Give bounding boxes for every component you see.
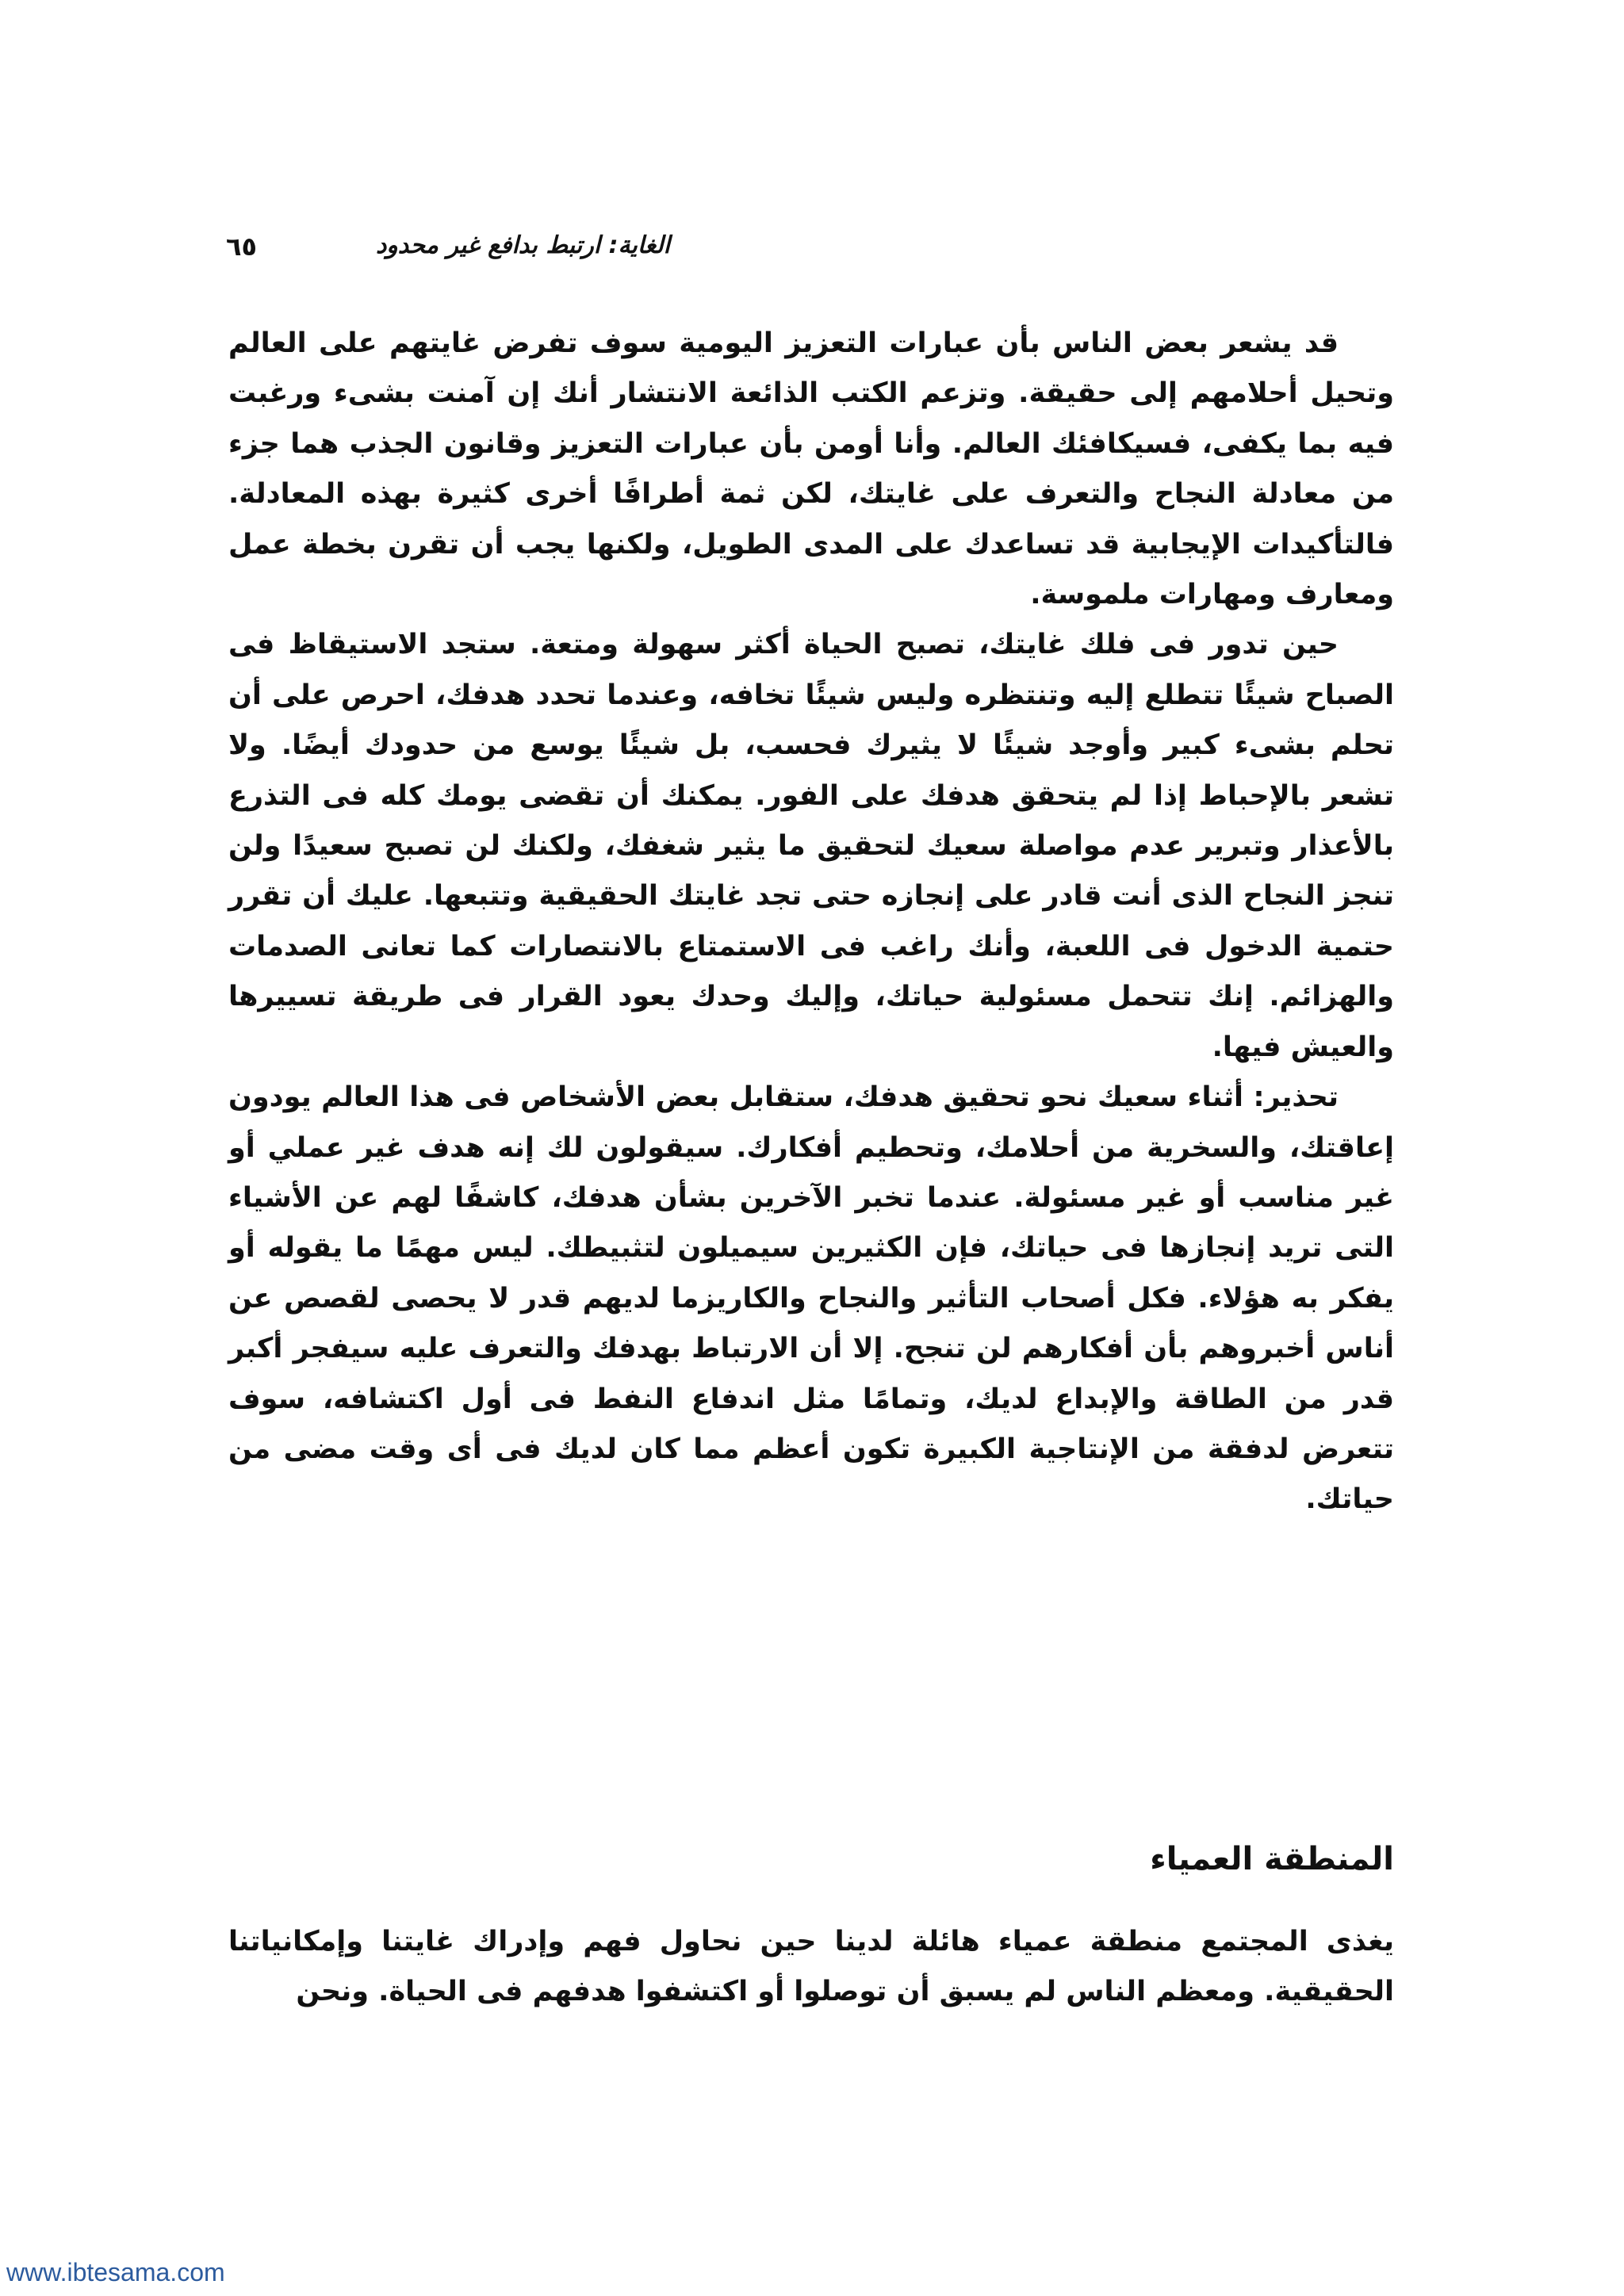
site-watermark: www.ibtesama.com: [6, 2258, 225, 2286]
paragraph-blind-spot: يغذى المجتمع منطقة عمياء هائلة لدينا حين نحاول فهم وإدراك غايتنا وإمكانياتنا الحقيقية. ومعظم الناس لم يسبق أن توصلوا أو اكتشفوا هدفهم فى الحياة. ونحن: [228, 1926, 1394, 2008]
page-number: ٦٥: [226, 232, 258, 262]
running-header: [226, 232, 670, 271]
body-text: [228, 319, 1394, 1525]
paragraph-affirmations: قد يشعر بعض الناس بأن عبارات التعزيز اليومية سوف تفرض غايتهم على العالم وتحيل أحلامهم إلى حقيقة. وتزعم الكتب الذائعة الانتشار أنك إن آمنت بشىء ورغبت فيه بما يكفى، فسيكافئك العالم. وأنا أومن بأن عبارات التعزيز وقانون الجذب هما جزء من معادلة النجاح والتعرف على غايتك، لكن ثمة أطرافًا أخرى كثيرة بهذه المعادلة. فالتأكيدات الإيجابية قد تساعدك على المدى الطويل، ولكنها يجب أن تقرن بخطة عمل ومعارف ومهارات ملموسة.: [228, 327, 1394, 611]
paragraph-purpose-orbit: حين تدور فى فلك غايتك، تصبح الحياة أكثر سهولة ومتعة. ستجد الاستيقاظ فى الصباح شيئًا تتطلع إليه وتنتظره وليس شيئًا تخافه، وعندما تحدد هدفك، احرص على أن تحلم بشىء كبير وأوجد شيئًا لا يثيرك فحسب، بل شيئًا يوسع من حدودك أيضًا. ولا تشعر بالإحباط إذا لم يتحقق هدفك على الفور. يمكنك أن تقضى يومك كله فى التذرع بالأعذار وتبرير عدم مواصلة سعيك لتحقيق ما يثير شغفك، ولكنك لن تصبح سعيدًا ولن تنجز النجاح الذى أنت قادر على إنجازه حتى تجد غايتك الحقيقية وتتبعها. عليك أن تقرر حتمية الدخول فى اللعبة، وأنك راغب فى الاستمتاع بالانتصارات كما تعانى الصدمات والهزائم. إنك تتحمل مسئولية حياتك، وإليك وحدك يعود القرار فى طريقة تسييرها والعيش فيها.: [228, 629, 1394, 1063]
section-body-text: [228, 1917, 1394, 2018]
paragraph-warning: تحذير: أثناء سعيك نحو تحقيق هدفك، ستقابل بعض الأشخاص فى هذا العالم يودون إعاقتك، والسخرية من أحلامك، وتحطيم أفكارك. سيقولون لك إنه هدف غير عملي أو غير مناسب أو غير مسئولة. عندما تخبر الآخرين بشأن هدفك، كاشفًا لهم عن الأشياء التى تريد إنجازها فى حياتك، فإن الكثيرين سيميلون لتثبيطك. ليس مهمًا ما يقوله أو يفكر به هؤلاء. فكل أصحاب التأثير والنجاح والكاريزما لديهم قدر لا يحصى لقصص عن أناس أخبروهم بأن أفكارهم لن تنجح. إلا أن الارتباط بهدفك والتعرف عليه سيفجر أكبر قدر من الطاقة والإبداع لديك، وتمامًا مثل اندفاع النفط فى أول اكتشافه، سوف تتعرض لدفقة من الإنتاجية الكبيرة تكون أعظم مما كان لديك فى أى وقت مضى من حياتك.: [228, 1081, 1394, 1516]
chapter-title: الغاية: ارتبط بدافع غير محدود: [375, 232, 670, 259]
section-heading: المنطقة العمياء: [1150, 1841, 1394, 1877]
